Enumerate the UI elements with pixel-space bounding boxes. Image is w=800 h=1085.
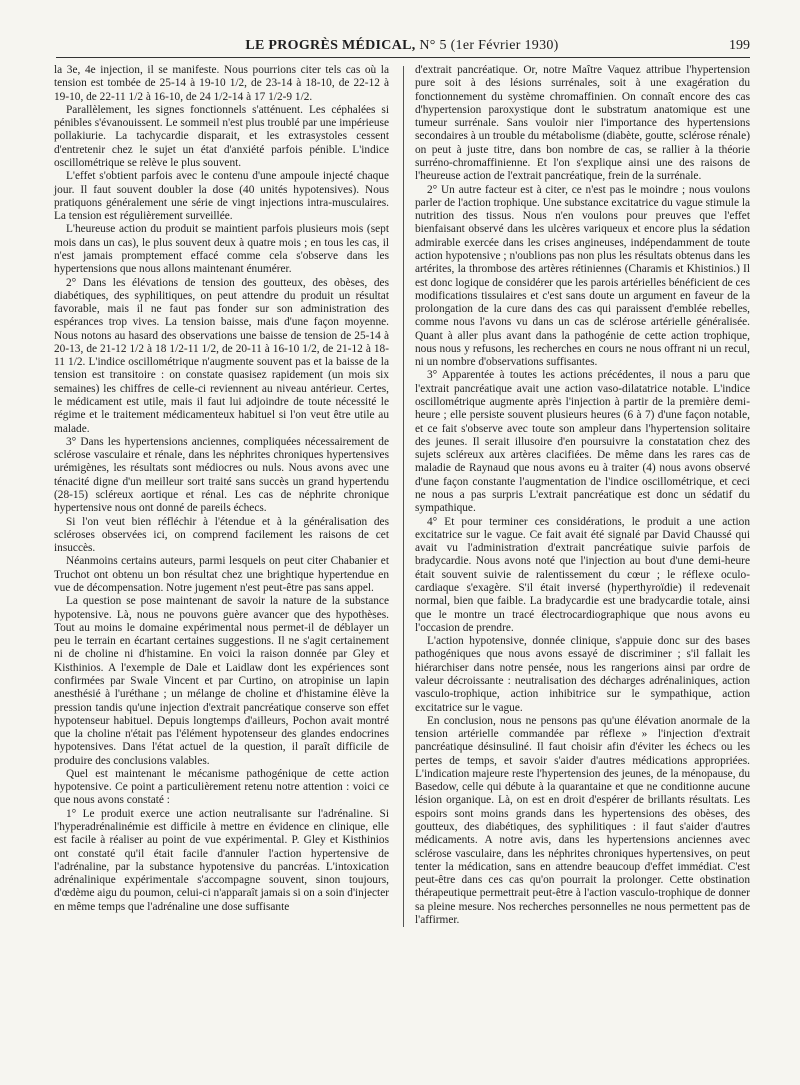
- column-divider: [403, 66, 404, 927]
- paragraph: Parallèlement, les signes fonctionnels s'atténuent. Les céphalées si pénibles s'évanouissent. Le sommeil n'est plus troublé par une impérieuse pollakiurie. La tachycardie disparait, et les extrasystoles cessent d'entretenir chez le sujet un état d'anxiété parfois pénible. L'indice oscillométrique se relève le plus souvent.: [54, 103, 389, 169]
- paragraph: Quel est maintenant le mécanisme pathogénique de cette action hypotensive. Ce point a particulièrement retenu notre attention : voici ce que nous avons constaté :: [54, 767, 389, 807]
- running-header: [54, 38, 750, 64]
- paragraph: La question se pose maintenant de savoir la nature de la substance hypotensive. Là, nous ne pouvons guère avancer que des hypothèses. Tout au moins le domaine expérimental nous permet-il de déblayer un peu le terrain en écartant certaines suggestions. Il ne s'agit certainement ni de choline ni d'histamine. En voici la raison donnée par Gley et Kisthinios. A l'exemple de Dale et Laidlaw dont les expériences sont confirmées par Swale Vincent et par Curtino, on atropinise un lapin anesthésié à l'uréthane ; un mélange de choline et d'histamine élève la pression tandis qu'une injection d'extrait pancréatique conserve son effet hypotenseur habituel. Depuis longtemps d'ailleurs, Pochon avait montré que la choline n'était pas l'élément hypotenseur des glandes endocrines hypotensives. Dans l'état actuel de la question, il paraît difficile de produire des conclusions valables.: [54, 595, 389, 767]
- paragraph: L'effet s'obtient parfois avec le contenu d'une ampoule injecté chaque jour. Il faut souvent doubler la dose (40 unités hypotensives). Nous pratiquons généralement une série de vingt injections intra-musculaires. La tension est régulièrement surveillée.: [54, 170, 389, 223]
- paragraph: Si l'on veut bien réfléchir à l'étendue et à la généralisation des scléroses observées ici, on comprend facilement les raisons de cet insuccès.: [54, 515, 389, 555]
- article-body: [54, 64, 750, 927]
- paragraph: L'action hypotensive, donnée clinique, s'appuie donc sur des bases pathogéniques que nous avons essayé de discriminer ; s'il fallait les hiérarchiser dans notre pensée, nous les rangerions ainsi par ordre de valeur décroissante : neutralisation des décharges adrénaliniques, action vasculo-trophique, action inhibitrice sur le sympathique, action excitatrice sur le vague.: [415, 635, 750, 714]
- running-title: [54, 38, 750, 54]
- paragraph: d'extrait pancréatique. Or, notre Maître Vaquez attribue l'hypertension pure soit à des lésions surrénales, soit à une exagération du fonctionnement du système chromaffinien. On connaît encore des cas d'hypertension paroxystique dont le substratum anatomique est une tumeur surrénale. Sans vouloir nier l'importance des hypertensions secondaires à un trouble du métabolisme (diabète, goutte, sclérose rénale) on peut à juste titre, dans bon nombre de cas, se rallier à la théorie surréno-chromaffinienne. Et l'on s'explique ainsi une des raisons de l'heureuse action de l'extrait pancréatique, frein de la surrénale.: [415, 64, 750, 183]
- paragraph: 2° Dans les élévations de tension des goutteux, des obèses, des diabétiques, des syphilitiques, on peut attendre du produit un résultat favorable, mais il ne faut pas fonder sur son administration des espérances trop vives. La tension baisse, mais d'une façon moyenne. Nous notons au hasard des observations une baisse de tension de 25-14 à 20-13, de 21-12 1/2 à 18 1/2-11 1/2, de 20-11 à 16-10 1/2, de 21-12 à 18-11 1/2. L'indice oscillométrique n'augmente souvent pas et la baisse de la tension est transitoire : on constate quasisez rapidement (un mois six semaines) les chiffres de celle-ci reviennent au niveau antérieur. Certes, le médicament est utile, mais il faut lui adjoindre de toute nécessité le régime et le traitement médicamenteux habituel si l'on veut être utile au malade.: [54, 276, 389, 435]
- paragraph: Néanmoins certains auteurs, parmi lesquels on peut citer Chabanier et Truchot ont obtenu un bon résultat chez une brightique hypertendue en vue de décompensation. Notre jugement n'est peut-être pas sans appel.: [54, 555, 389, 594]
- left-column: [54, 64, 393, 927]
- journal-title: LE PROGRÈS MÉDICAL,: [245, 38, 416, 53]
- paragraph: 4° Et pour terminer ces considérations, le produit a une action excitatrice sur le vague. Ce fait avait été signalé par David Chaussé qui avait vu l'administration d'extrait pancréatique suivie parfois de bradycardie. Nous avons noté que l'injection au bout d'une demi-heure était souvent suivie de ralentissement du cœur ; le réflexe oculo-cardiaque s'exagère. S'il était inversé (hyperthyroïdie) il redevenait normal, bien que faible. La bradycardie est une bradycardie totale, ainsi que le montre un tracé électrocardiographique que nous avons eu l'occasion de prendre.: [415, 515, 750, 634]
- paragraph: L'heureuse action du produit se maintient parfois plusieurs mois (sept mois dans un cas), le plus souvent deux à quatre mois ; en tous les cas, il n'est jamais promptement effacé comme cela s'observe dans les hypertensions que nous allons maintenant énumérer.: [54, 223, 389, 276]
- paragraph: 3° Apparentée à toutes les actions précédentes, il nous a paru que l'extrait pancréatique avait une action vaso-dilatatrice notable. L'indice oscillométrique augmente après l'injection à partir de la première demi-heure ; elle persiste souvent plusieurs heures (6 à 7) d'une façon notable, et ce fait s'observe avec toute son ampleur dans l'hypertension solitaire des jeunes. Il serait illusoire d'en poursuivre la constatation chez des sujets scléreux aux artères clacifiées. De même dans les rares cas de maladie de Raynaud que nous avons eu à traiter (4) nous avons observé d'une façon constante l'augmentation de l'indice oscillométrique, et ceci ne nous a pas surpris L'extrait pancréatique est donc un sédatif du sympathique.: [415, 369, 750, 515]
- paragraph: En conclusion, nous ne pensons pas qu'une élévation anormale de la tension artérielle commandée par réflexe » l'injection d'extrait pancréatique désinsuliné. Il faut choisir afin d'éviter les échecs ou les pertes de temps, et savoir s'aider d'autres médications appropriées. L'indication majeure reste l'hypertension des jeunes, de la ménopause, du Basedow, celle qui débute à la quarantaine et que ne conditionne aucune lésion organique. Là, on est en droit d'espérer de brillants résultats. Les espoirs sont moins grands dans les hypertensions des obèses, des goutteux, des diabétiques, des syphilitiques : il faut s'aider d'autres médicaments. A notre avis, dans les hypertensions anciennes avec sclérose vasculaire, dans les néphrites chroniques hypertensives, on peut tenter la médication, sans en attendre beaucoup d'effet immédiat. C'est peut-être dans ces cas qu'on pourrait la prolonger. Cette obstination thérapeutique permettrait peut-être à l'action vasculo-trophique de donner sa pleine mesure. Nos recherches personnelles ne nous permettent pas de l'affirmer.: [415, 714, 750, 926]
- paragraph: la 3e, 4e injection, il se manifeste. Nous pourrions citer tels cas où la tension est tombée de 25-14 à 19-10 1/2, de 23-14 à 18-10, de 22-12 à 19-10, de 22-11 1/2 à 16-10, de 24 1/2-14 à 17 1/2-9 1/2.: [54, 64, 389, 103]
- header-rule: [56, 57, 750, 58]
- paragraph: 3° Dans les hypertensions anciennes, compliquées nécessairement de sclérose vasculaire et rénale, dans les néphrites chroniques hypertensives urémigènes, les résultats sont médiocres ou nuls. Nous avons avec une ténacité digne d'un meilleur sort traité sans succès un grand hypertendu (28-15) scléreux aortique et rénal. Les cas de néphrite chronique hypertensive nous ont donné de pareils échecs.: [54, 435, 389, 515]
- issue-info: N° 5 (1er Février 1930): [419, 38, 559, 53]
- paragraph: 1° Le produit exerce une action neutralisante sur l'adrénaline. Si l'hyperadrénalinémie est difficile à mettre en évidence en clinique, elle est facile à réaliser au point de vue expérimental. P. Gley et Kisthinios ont constaté qu'il était facile d'annuler l'action hypertensive de l'adrénaline, par la substance hypotensive du pancréas. L'intoxication adrénalinique expérimentale s'accompagne souvent, sinon toujours, d'œdème aigu du poumon, celui-ci n'apparaît jamais si on a soin d'injecter en même temps que l'adrénaline une dose suffisante: [54, 807, 390, 913]
- right-column: [413, 64, 750, 927]
- page-number: 199: [729, 38, 750, 53]
- paragraph: 2° Un autre facteur est à citer, ce n'est pas le moindre ; nous voulons parler de l'action trophique. Une substance excitatrice du vague stimule la nutrition des tissus. Nous n'en voulons pour preuves que l'effet bienfaisant observé dans les ulcères variqueux et encore plus la sédation admirable exercée dans les crises angineuses, indépendamment de toute action hypotensive ; n'oublions pas non plus les résultats obtenus dans les artérites, la thrombose des artères rétiniennes (Charamis et Khistinios.) Il est donc logique de considérer que les parois artérielles bénéficient de ces modifications tissulaires et c'est sans doute un argument en faveur de la prolongation de la cure dans des cas qui paraissent d'emblée rebelles, comme nous l'avons vu dans un cas de sclérose artérielle généralisée. Quant à aller plus avant dans la pathogénie de cette action trophique, nous nous y refusons, les recherches en cours ne nous offrant ni un recul, ni un nombre d'observations suffisantes.: [415, 183, 750, 369]
